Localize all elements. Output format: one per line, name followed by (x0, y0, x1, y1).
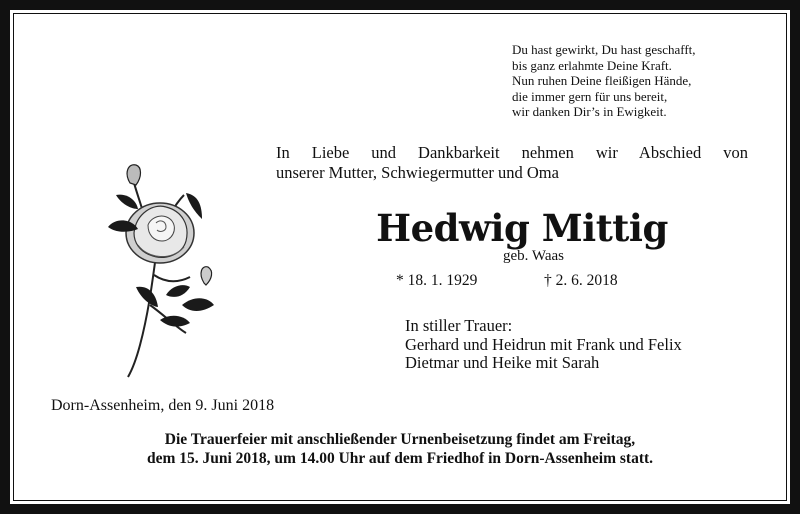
death-date: † 2. 6. 2018 (544, 272, 618, 289)
deceased-name: Hedwig Mittig (376, 206, 668, 250)
place-date: Dorn-Assenheim, den 9. Juni 2018 (51, 397, 275, 414)
intro-text (276, 143, 748, 182)
rose-icon (94, 155, 214, 380)
intro-line: unserer Mutter, Schwiegermutter und Oma (276, 162, 559, 182)
birth-date: * 18. 1. 1929 (396, 272, 478, 289)
poem-line: die immer gern für uns bereit, (512, 88, 668, 104)
poem-line: bis ganz erlahmte Deine Kraft. (512, 57, 672, 73)
mourners (405, 317, 682, 373)
poem-line: Nun ruhen Deine fleißigen Hände, (512, 73, 692, 88)
notice-line: dem 15. Juni 2018, um 14.00 Uhr auf dem Friedhof in Dorn-Assenheim statt. (146, 450, 654, 467)
notice-line: Die Trauerfeier mit anschließender Urnenbeisetzung findet am Freitag, (164, 431, 636, 448)
birth-name: geb. Waas (503, 248, 564, 264)
poem (512, 42, 696, 120)
mourners-heading: In stiller Trauer: (405, 316, 513, 335)
poem-line: wir danken Dir’s in Ewigkeit. (512, 104, 667, 119)
funeral-notice (10, 430, 790, 468)
poem-line: Du hast gewirkt, Du hast geschafft, (512, 42, 696, 57)
intro-line: In Liebe und Dankbarkeit nehmen wir Abschied von (276, 143, 748, 162)
mourners-line: Dietmar und Heike mit Sarah (405, 353, 600, 372)
mourners-line: Gerhard und Heidrun mit Frank und Felix (405, 334, 682, 354)
